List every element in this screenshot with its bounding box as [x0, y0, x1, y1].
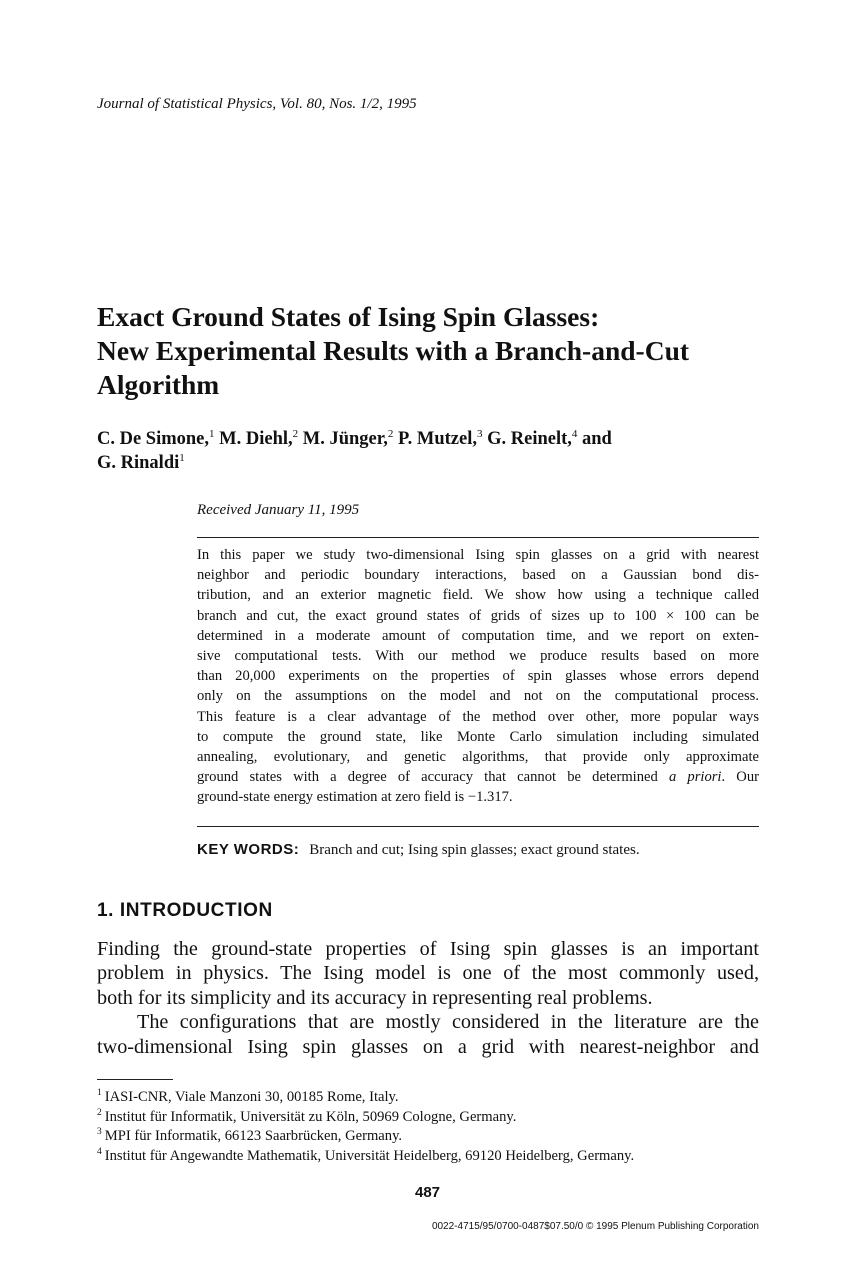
paper-title — [97, 300, 777, 402]
footnote-number: 3 — [97, 1127, 102, 1138]
author-name: P. Mutzel, — [398, 429, 477, 449]
abstract-line: sive computational tests. With our method we produce results based on more — [197, 647, 759, 664]
footnote — [97, 1147, 634, 1167]
introduction-text — [97, 937, 759, 1059]
abstract-line: annealing, evolutionary, and genetic algorithms, that provide only approximate — [197, 748, 759, 765]
footnote-text: IASI-CNR, Viale Manzoni 30, 00185 Rome, Italy. — [104, 1089, 399, 1105]
keywords-text: Branch and cut; Ising spin glasses; exact ground states. — [309, 842, 640, 858]
abstract-line: branch and cut, the exact ground states of grids of sizes up to 100 × 100 can be — [197, 607, 759, 624]
footnote-text: Institut für Informatik, Universität zu Köln, 50969 Cologne, Germany. — [104, 1108, 517, 1125]
copyright-line: 0022-4715/95/0700-0487$07.50/0 © 1995 Plenum Publishing Corporation — [431, 1221, 759, 1232]
abstract-line: tribution, and an exterior magnetic field. We show how using a technique called — [197, 587, 759, 604]
footnote-rule — [97, 1079, 173, 1080]
abstract-bottom-rule — [197, 826, 759, 827]
received-date: Received January 11, 1995 — [197, 502, 360, 518]
affiliation-mark: 2 — [292, 428, 299, 440]
keywords-label: KEY WORDS: — [197, 841, 300, 858]
abstract-line: This feature is a clear advantage of the method over other, more popular ways — [197, 708, 759, 725]
footnote-text: MPI für Informatik, 66123 Saarbrücken, Germany. — [104, 1128, 403, 1145]
footnote-text: Institut für Angewandte Mathematik, Universität Heidelberg, 69120 Heidelberg, Germany. — [104, 1147, 635, 1164]
abstract — [197, 545, 759, 807]
title-line: New Experimental Results with a Branch-and-Cut — [97, 335, 690, 366]
body-line: Finding the ground-state properties of Ising spin glasses is an important — [97, 938, 759, 960]
emphasis-text: a priori — [668, 769, 722, 786]
footnote-number: 2 — [97, 1107, 102, 1118]
body-line: both for its simplicity and its accuracy in representing real problems. — [97, 986, 653, 1009]
abstract-top-rule — [197, 537, 759, 538]
abstract-line: than 20,000 experiments on the properties of spin glasses whose errors depend — [197, 668, 759, 685]
author-line — [97, 427, 777, 451]
affiliation-mark: 3 — [476, 428, 483, 440]
affiliation-mark: 1 — [179, 452, 185, 464]
affiliation-mark: 2 — [387, 428, 394, 440]
body-line: problem in physics. The Ising model is one of the most commonly used, — [97, 962, 759, 985]
author-name: G. Rinaldi — [97, 453, 180, 473]
footnote-number: 1 — [97, 1088, 102, 1098]
author-name: C. De Simone, — [97, 429, 210, 449]
footnote — [97, 1108, 634, 1128]
section-heading: 1. INTRODUCTION — [97, 900, 273, 921]
journal-header: Journal of Statistical Physics, Vol. 80, Nos. 1/2, 1995 — [97, 96, 417, 112]
abstract-line: determined in a moderate amount of computation time, and we report on exten- — [197, 627, 759, 644]
footnote — [97, 1088, 634, 1108]
abstract-line: ground-state energy estimation at zero field is −1.317. — [197, 789, 513, 806]
author-name: M. Jünger, — [302, 429, 388, 449]
abstract-line: In this paper we study two-dimensional Ising spin glasses on a grid with nearest — [197, 547, 759, 563]
author-line — [97, 451, 777, 475]
author-name: G. Reinelt, — [487, 429, 572, 449]
footnote-number: 4 — [97, 1146, 102, 1157]
body-line: The configurations that are mostly considered in the literature are the — [137, 1011, 759, 1034]
affiliation-mark: 1 — [209, 428, 215, 440]
page-number: 487 — [414, 1184, 441, 1201]
abstract-line: neighbor and periodic boundary interactions, based on a Gaussian bond dis- — [197, 567, 759, 584]
footnotes — [97, 1088, 634, 1166]
author-conjunction: and — [582, 429, 612, 449]
body-line: two-dimensional Ising spin glasses on a grid with nearest-neighbor and — [97, 1035, 759, 1058]
footnote — [97, 1127, 634, 1147]
title-line: Exact Ground States of Ising Spin Glasses: — [97, 301, 600, 332]
abstract-line: to compute the ground state, like Monte Carlo simulation including simulated — [197, 728, 759, 745]
author-list — [97, 427, 777, 475]
keywords — [197, 841, 640, 859]
affiliation-mark: 4 — [571, 428, 578, 440]
author-name: M. Diehl, — [219, 429, 293, 449]
title-line: Algorithm — [97, 369, 220, 400]
abstract-line: only on the assumptions on the model and not on the computational process. — [197, 688, 759, 705]
abstract-line: ground states with a degree of accuracy that cannot be determined a priori. Our — [197, 769, 759, 786]
